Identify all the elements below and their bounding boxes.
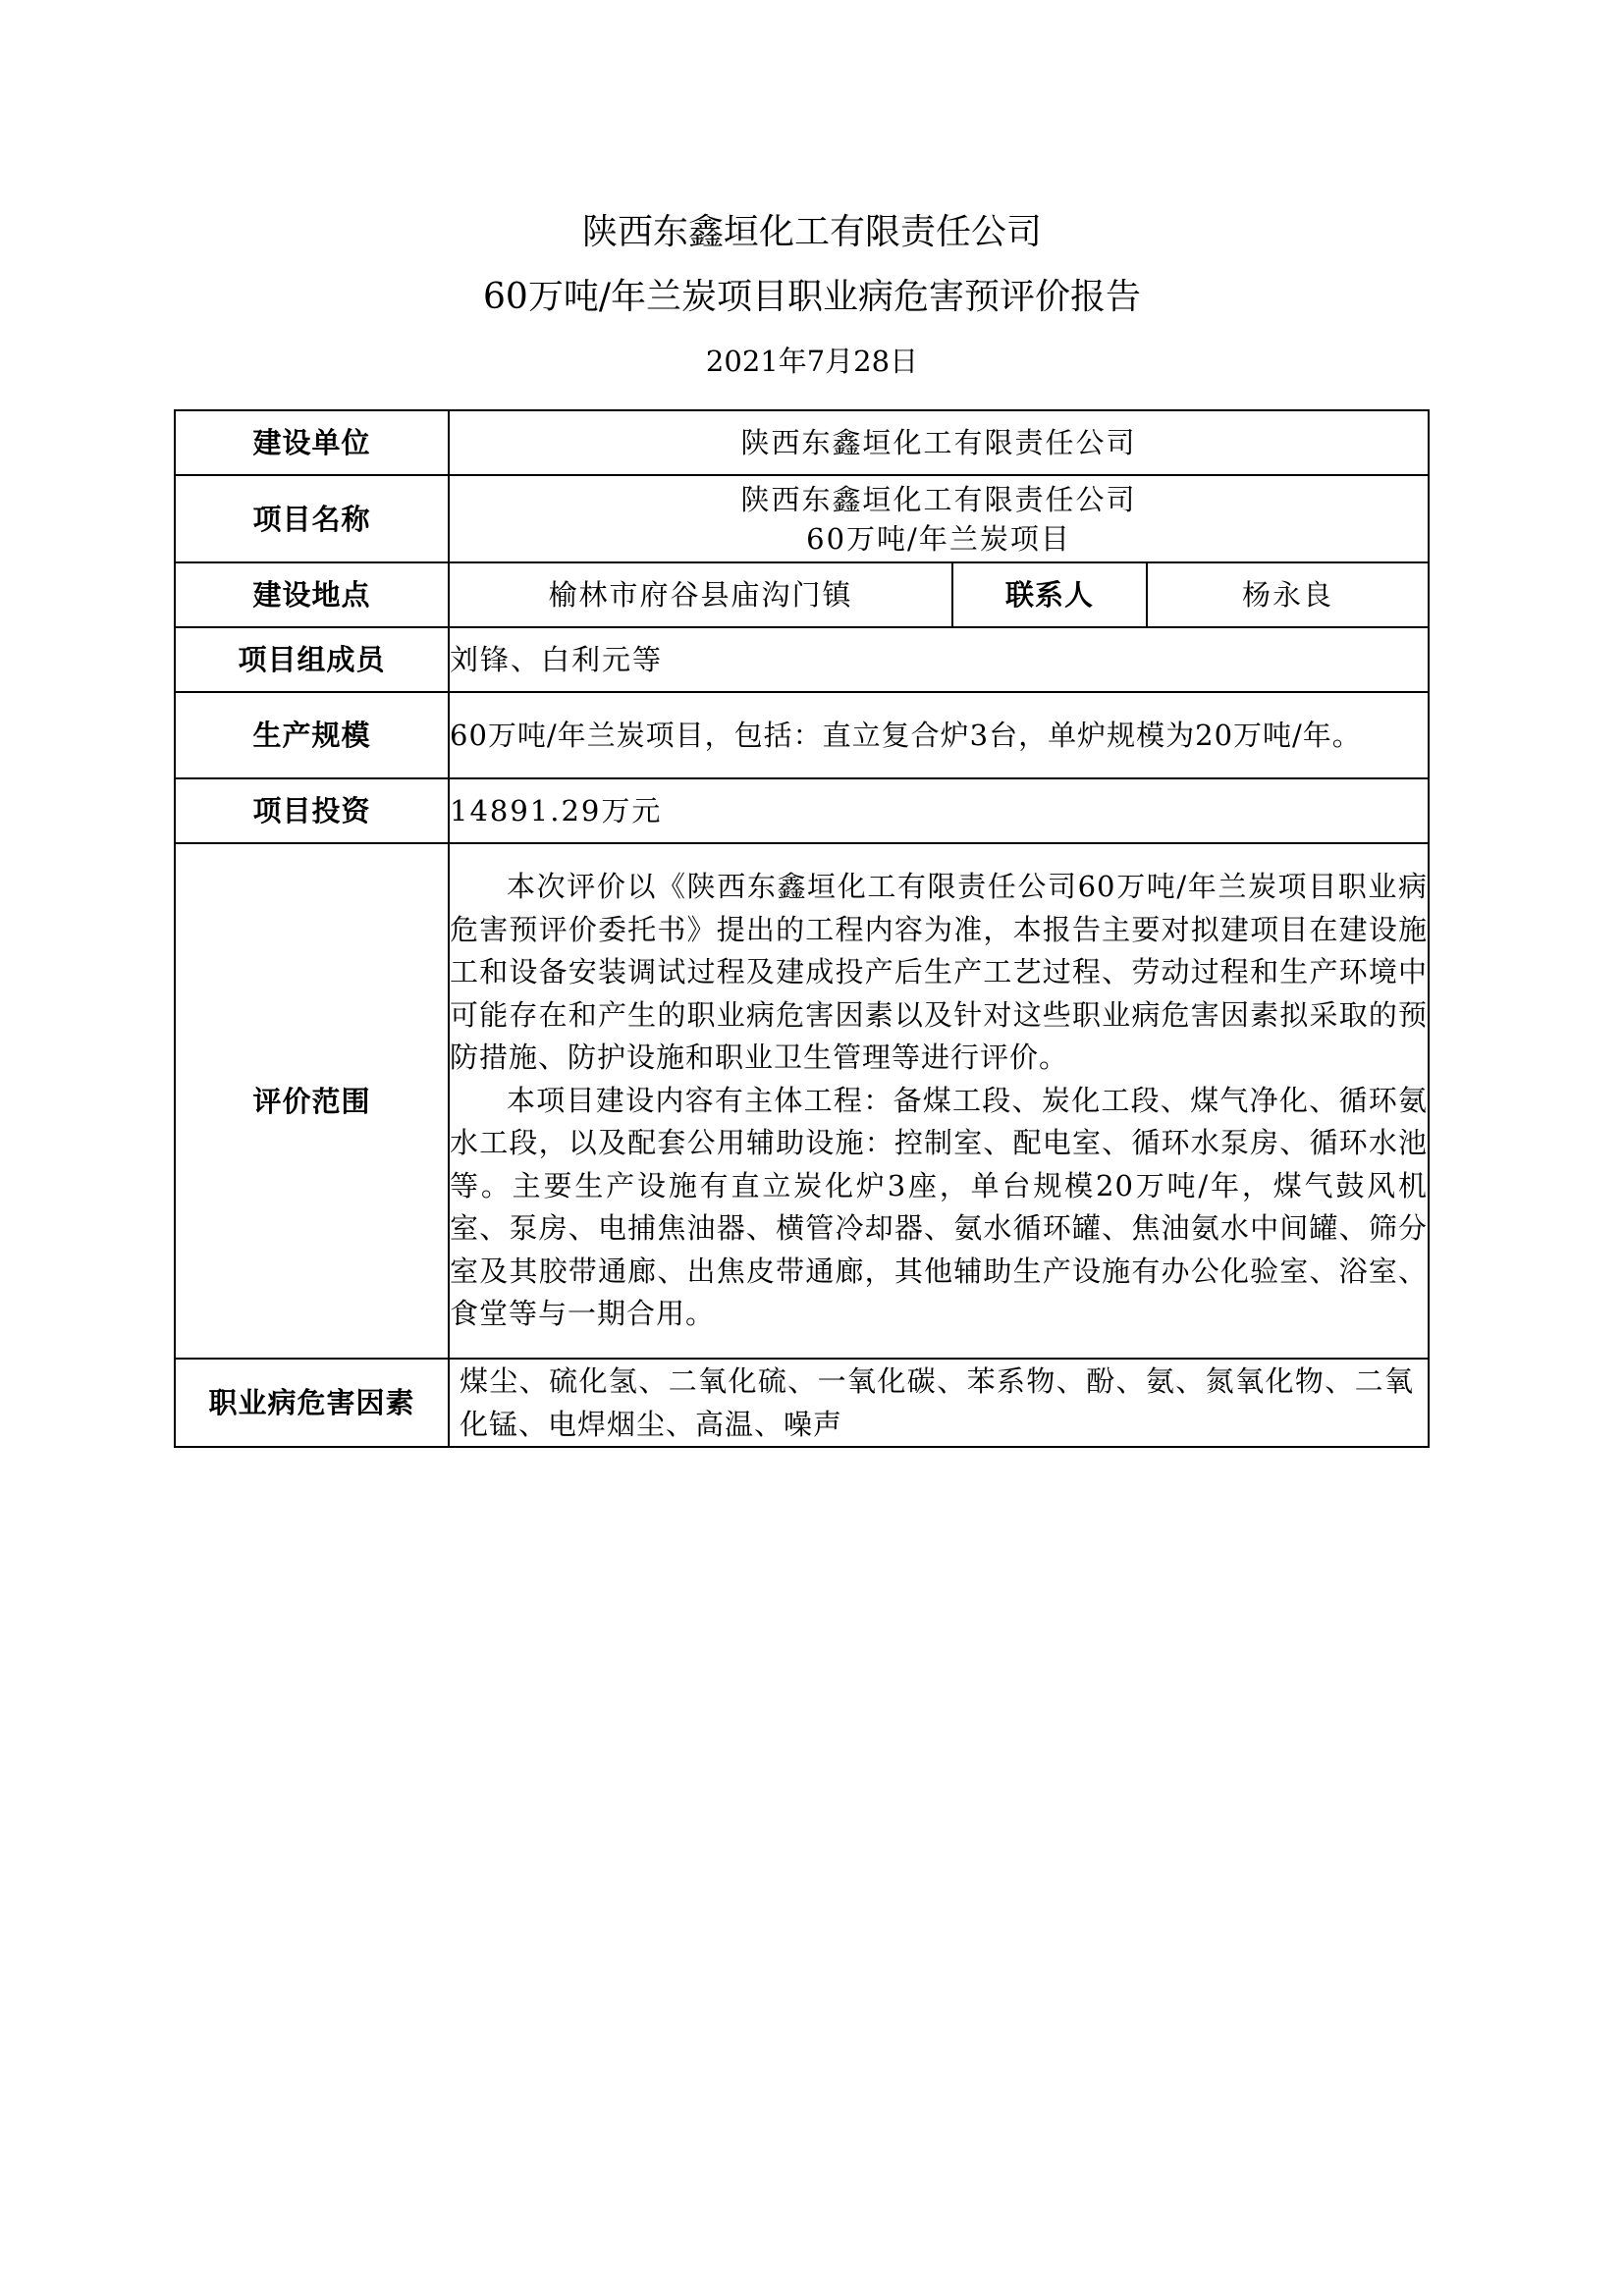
- contact-label: 联系人: [952, 562, 1147, 627]
- project-name-label: 项目名称: [175, 475, 449, 562]
- hazards-label: 职业病危害因素: [175, 1359, 449, 1447]
- project-name-line2: 60万吨/年兰炭项目: [806, 521, 1071, 556]
- scale-label: 生产规模: [175, 692, 449, 778]
- location-label: 建设地点: [175, 562, 449, 627]
- construction-unit-label: 建设单位: [175, 410, 449, 475]
- project-name-line1: 陕西东鑫垣化工有限责任公司: [740, 482, 1137, 516]
- table-row: [175, 692, 1429, 778]
- members-label: 项目组成员: [175, 627, 449, 692]
- table-row: [175, 410, 1429, 475]
- project-name-value: [449, 475, 1429, 562]
- construction-unit-value: 陕西东鑫垣化工有限责任公司: [449, 410, 1429, 475]
- investment-label: 项目投资: [175, 778, 449, 843]
- location-value: 榆林市府谷县庙沟门镇: [449, 562, 952, 627]
- project-info-table: [174, 409, 1430, 1448]
- table-row: [175, 778, 1429, 843]
- report-company-title: 陕西东鑫垣化工有限责任公司: [581, 212, 1042, 252]
- report-title: 60万吨/年兰炭项目职业病危害预评价报告: [483, 277, 1141, 317]
- report-date: 2021年7月28日: [705, 345, 919, 378]
- scope-paragraph-2: 本项目建设内容有主体工程：备煤工段、炭化工段、煤气净化、循环氨水工段，以及配套公用辅助设施：控制室、配电室、循环水泵房、循环水池等。主要生产设施有直立炭化炉3座，单台规模20万吨/年，煤气鼓风机室、泵房、电捕焦油器、横管冷却器、氨水循环罐、焦油氨水中间罐、筛分室及其胶带通廊、出焦皮带通廊，其他辅助生产设施有办公化验室、浴室、食堂等与一期合用。: [450, 1083, 1429, 1331]
- table-row: [175, 627, 1429, 692]
- members-value: 刘锋、白利元等: [449, 627, 1429, 692]
- table-row: [175, 843, 1429, 1359]
- scope-value: [449, 843, 1429, 1359]
- investment-value: 14891.29万元: [449, 778, 1429, 843]
- hazards-value: 煤尘、硫化氢、二氧化硫、一氧化碳、苯系物、酚、氨、氮氧化物、二氧化锰、电焊烟尘、高温、噪声: [449, 1359, 1429, 1447]
- contact-value: 杨永良: [1147, 562, 1429, 627]
- table-row: [175, 562, 1429, 627]
- scale-value: 60万吨/年兰炭项目，包括：直立复合炉3台，单炉规模为20万吨/年。: [449, 692, 1429, 778]
- table-row: [175, 475, 1429, 562]
- table-row: [175, 1359, 1429, 1447]
- scope-label: 评价范围: [175, 843, 449, 1359]
- scope-paragraph-1: 本次评价以《陕西东鑫垣化工有限责任公司60万吨/年兰炭项目职业病危害预评价委托书》提出的工程内容为准，本报告主要对拟建项目在建设施工和设备安装调试过程及建成投产后生产工艺过程、劳动过程和生产环境中可能存在和产生的职业病危害因素以及针对这些职业病危害因素拟采取的预防措施、防护设施和职业卫生管理等进行评价。: [450, 870, 1429, 1075]
